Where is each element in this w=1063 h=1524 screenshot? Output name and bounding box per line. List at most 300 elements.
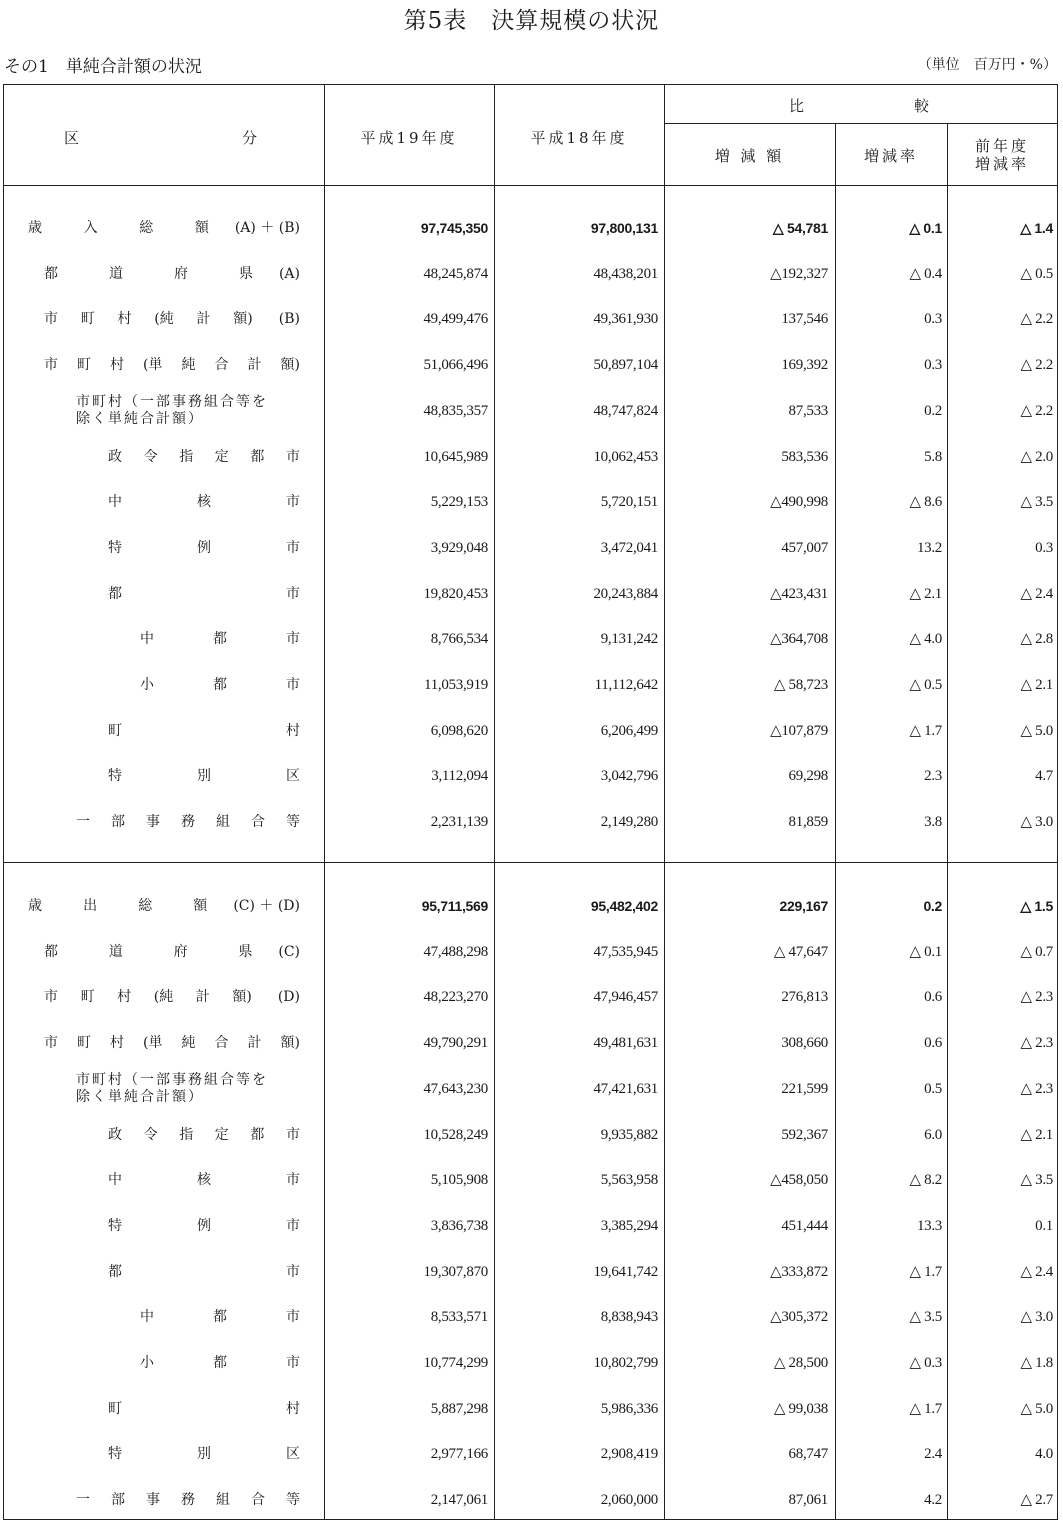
cell-fy19: 10,774,299 xyxy=(423,1355,488,1371)
row-label-char: (単 xyxy=(143,1035,163,1052)
row-label-char: 計 xyxy=(247,357,262,374)
row-label-char: 区 xyxy=(286,768,300,785)
header-prev-rate xyxy=(947,137,1057,173)
row-label-char: 合 xyxy=(214,1035,229,1052)
header-category-ku: 区 xyxy=(64,129,83,147)
row-label xyxy=(44,985,300,1009)
cell-prev-rate: △ 2.1 xyxy=(1020,677,1053,693)
cell-fy18: 3,042,796 xyxy=(600,768,658,785)
cell-fy19: 6,098,620 xyxy=(430,722,488,739)
cell-fy18: 3,472,041 xyxy=(600,539,658,556)
row-label-char: 指 xyxy=(179,1126,194,1143)
cell-change-amount: 229,167 xyxy=(779,898,828,914)
cell-prev-rate: △ 2.3 xyxy=(1020,989,1053,1006)
cell-change-rate: 5.8 xyxy=(924,448,942,465)
cell-change-amount: 457,007 xyxy=(781,539,828,556)
revenue-row xyxy=(4,445,1059,469)
cell-change-amount: 221,599 xyxy=(781,1080,828,1097)
row-label-char: (純 xyxy=(153,989,174,1006)
cell-change-amount: 583,536 xyxy=(781,448,828,465)
row-label-char: 歳 xyxy=(28,898,42,914)
cell-change-rate: 0.6 xyxy=(924,989,942,1006)
cell-fy18: 49,361,930 xyxy=(593,311,658,328)
row-label-char: 村 xyxy=(286,1400,300,1417)
cell-change-amount: 169,392 xyxy=(781,357,828,374)
cell-fy18: 5,563,958 xyxy=(600,1172,658,1189)
header-bottom-rule xyxy=(4,185,1057,186)
cell-change-amount: △458,050 xyxy=(770,1172,828,1189)
row-label-char: 務 xyxy=(181,1492,195,1509)
row-label-char: 村 xyxy=(286,722,300,739)
row-label-suffix: (D) xyxy=(277,989,300,1006)
cell-prev-rate: 4.0 xyxy=(1035,1446,1053,1463)
row-label-char: 市 xyxy=(286,1355,300,1371)
cell-fy19: 10,528,249 xyxy=(423,1126,488,1143)
revenue-row xyxy=(4,536,1059,560)
cell-prev-rate: △ 2.3 xyxy=(1020,1035,1053,1052)
row-label-suffix: (B) xyxy=(278,311,300,328)
cell-fy19: 95,711,569 xyxy=(421,898,488,914)
cell-fy18: 9,131,242 xyxy=(600,631,658,648)
cell-fy19: 11,053,919 xyxy=(424,677,488,693)
row-label-char: 町 xyxy=(77,357,91,374)
row-label-char: 入 xyxy=(83,220,98,236)
cell-fy19: 3,836,738 xyxy=(430,1217,488,1234)
row-label-char: 額 xyxy=(193,898,208,914)
row-label-char: 市 xyxy=(286,631,300,648)
row-label xyxy=(108,582,300,606)
row-label-char: 総 xyxy=(138,898,153,914)
row-label-char: 道 xyxy=(108,265,123,282)
cell-change-amount: △ 99,038 xyxy=(773,1400,828,1417)
cell-prev-rate: △ 2.2 xyxy=(1020,311,1053,328)
row-label xyxy=(108,445,300,469)
row-label-char: 町 xyxy=(80,989,95,1006)
row-label xyxy=(44,1031,300,1055)
cell-change-rate: 3.8 xyxy=(924,814,942,831)
cell-prev-rate: △ 2.4 xyxy=(1020,585,1053,602)
row-label-line: 除く単純合計額） xyxy=(76,1088,204,1105)
cell-fy19: 2,147,061 xyxy=(430,1492,488,1509)
row-label-char: 定 xyxy=(214,448,229,465)
cell-prev-rate: 4.7 xyxy=(1035,768,1053,785)
cell-fy19: 3,112,094 xyxy=(431,768,488,785)
row-label-char: 令 xyxy=(143,1126,158,1143)
cell-change-amount: 137,546 xyxy=(781,311,828,328)
row-label xyxy=(140,673,300,697)
revenue-row xyxy=(4,719,1059,743)
cell-prev-rate: △ 2.0 xyxy=(1020,448,1053,465)
cell-fy18: 2,149,280 xyxy=(600,814,658,831)
cell-fy18: 47,946,457 xyxy=(593,989,658,1006)
row-label xyxy=(44,353,300,377)
cell-fy19: 19,820,453 xyxy=(423,585,488,602)
row-label-char: 組 xyxy=(216,814,230,831)
row-label-char: 額) xyxy=(233,311,253,328)
cell-fy19: 3,929,048 xyxy=(430,539,488,556)
revenue-row xyxy=(4,490,1059,514)
row-label xyxy=(76,810,300,834)
cell-prev-rate: △ 0.7 xyxy=(1020,943,1053,960)
column-divider xyxy=(324,85,325,1519)
cell-fy18: 2,908,419 xyxy=(600,1446,658,1463)
cell-prev-rate: 0.3 xyxy=(1035,539,1053,556)
cell-change-amount: 87,061 xyxy=(788,1492,828,1509)
row-label xyxy=(140,627,300,651)
row-label xyxy=(44,307,300,331)
row-label-char: 市 xyxy=(286,1263,300,1280)
cell-change-rate: 0.5 xyxy=(924,1080,942,1097)
expenditure-row xyxy=(4,940,1059,964)
cell-fy18: 49,481,631 xyxy=(593,1035,658,1052)
cell-change-rate: △ 0.4 xyxy=(909,265,942,282)
cell-fy18: 97,800,131 xyxy=(590,220,658,236)
row-label-char: 市 xyxy=(286,539,300,556)
cell-fy19: 2,977,166 xyxy=(430,1446,488,1463)
row-label-char: 市 xyxy=(286,494,300,511)
row-label-char: 市 xyxy=(286,1309,300,1326)
cell-fy18: 47,421,631 xyxy=(593,1080,658,1097)
cell-fy19: 8,766,534 xyxy=(430,631,488,648)
cell-change-rate: △ 0.5 xyxy=(909,677,942,693)
cell-change-rate: △ 0.3 xyxy=(909,1355,942,1371)
header-category-bun: 分 xyxy=(242,129,261,147)
row-label-char: 出 xyxy=(83,898,98,914)
row-label-char: 部 xyxy=(111,814,125,831)
cell-change-rate: 0.3 xyxy=(924,357,942,374)
cell-prev-rate: △ 2.2 xyxy=(1020,357,1053,374)
row-label xyxy=(108,1123,300,1147)
expenditure-row xyxy=(4,1397,1059,1421)
row-label-char: 村 xyxy=(117,989,132,1006)
row-label xyxy=(108,1168,300,1192)
settlement-table xyxy=(3,84,1058,1520)
cell-fy19: 47,643,230 xyxy=(423,1080,488,1097)
table-subtitle: その1 単純合計額の状況 xyxy=(4,57,202,77)
row-label xyxy=(140,1351,300,1375)
row-label-char: 計 xyxy=(247,1035,262,1052)
cell-prev-rate: △ 5.0 xyxy=(1020,722,1053,739)
row-label-suffix: (A) xyxy=(278,265,300,282)
expenditure-row xyxy=(4,1214,1059,1238)
row-label xyxy=(44,262,300,286)
row-label-char: 事 xyxy=(146,814,160,831)
row-label-line: 市町村（一部事務組合等を xyxy=(76,1071,268,1088)
cell-prev-rate: △ 2.2 xyxy=(1020,402,1053,419)
header-change-amount: 増 減 額 xyxy=(714,147,785,165)
cell-prev-rate: △ 2.1 xyxy=(1020,1126,1053,1143)
cell-fy18: 2,060,000 xyxy=(600,1492,658,1509)
row-label xyxy=(108,1260,300,1284)
cell-fy18: 20,243,884 xyxy=(593,585,658,602)
cell-fy19: 8,533,571 xyxy=(430,1309,488,1326)
cell-prev-rate: △ 3.5 xyxy=(1020,494,1053,511)
header-change-rate: 増減率 xyxy=(863,147,918,165)
cell-fy19: 49,790,291 xyxy=(423,1035,488,1052)
column-divider xyxy=(664,85,665,1519)
cell-prev-rate: △ 2.8 xyxy=(1020,631,1053,648)
row-label-char: 特 xyxy=(108,539,122,556)
cell-prev-rate: △ 3.0 xyxy=(1020,814,1053,831)
cell-change-rate: 0.2 xyxy=(924,402,942,419)
row-label xyxy=(76,1072,268,1106)
row-label-char: 部 xyxy=(111,1492,125,1509)
row-label-char: (単 xyxy=(143,357,163,374)
cell-change-amount: △ 28,500 xyxy=(773,1355,828,1371)
row-label-char: 政 xyxy=(108,448,122,465)
expenditure-row xyxy=(4,1031,1059,1055)
cell-change-rate: △ 2.1 xyxy=(909,585,942,602)
revenue-row xyxy=(4,262,1059,286)
row-label-char: 町 xyxy=(77,1035,91,1052)
row-label-char: 都 xyxy=(213,1355,227,1371)
row-label-char: 等 xyxy=(286,814,300,831)
row-label-char: 市 xyxy=(286,585,300,602)
row-label-char: (純 xyxy=(154,311,174,328)
row-label-char: 指 xyxy=(179,448,194,465)
row-label-char: 別 xyxy=(197,1446,211,1463)
cell-fy19: 5,887,298 xyxy=(430,1400,488,1417)
cell-change-rate: △ 1.7 xyxy=(909,1263,942,1280)
row-label-char: 組 xyxy=(216,1492,230,1509)
cell-change-amount: 308,660 xyxy=(781,1035,828,1052)
cell-fy18: 48,747,824 xyxy=(593,402,658,419)
page-title: 第5表 決算規模の状況 xyxy=(403,8,660,34)
row-label-char: 町 xyxy=(80,311,95,328)
row-label xyxy=(76,394,268,428)
revenue-row xyxy=(4,353,1059,377)
row-label-char: 市 xyxy=(286,1217,300,1234)
section-divider xyxy=(4,862,1057,863)
row-label-char: 市 xyxy=(44,989,58,1006)
revenue-row xyxy=(4,393,1059,427)
cell-change-amount: △364,708 xyxy=(770,631,828,648)
cell-change-rate: △ 4.0 xyxy=(909,631,942,648)
row-label-char: 市 xyxy=(286,1172,300,1189)
cell-change-amount: △ 47,647 xyxy=(773,943,828,960)
row-label-char: 道 xyxy=(108,943,123,960)
header-comparison-kaku: 較 xyxy=(914,97,933,115)
row-label xyxy=(108,490,300,514)
cell-prev-rate: △ 2.7 xyxy=(1020,1492,1053,1509)
cell-change-rate: 2.3 xyxy=(924,768,942,785)
expenditure-row xyxy=(4,985,1059,1009)
row-label-char: 都 xyxy=(108,1263,122,1280)
cell-prev-rate: △ 1.4 xyxy=(1020,220,1053,236)
revenue-row xyxy=(4,216,1059,240)
expenditure-row xyxy=(4,1351,1059,1375)
row-label xyxy=(76,1488,300,1512)
cell-fy19: 49,499,476 xyxy=(423,311,488,328)
row-label-char: 純 xyxy=(181,1035,196,1052)
row-label-char: 別 xyxy=(197,768,211,785)
cell-change-rate: 6.0 xyxy=(924,1126,942,1143)
cell-change-amount: 87,533 xyxy=(788,402,828,419)
row-label xyxy=(108,1214,300,1238)
cell-change-amount: 276,813 xyxy=(781,989,828,1006)
cell-fy19: 19,307,870 xyxy=(423,1263,488,1280)
revenue-row xyxy=(4,582,1059,606)
row-label-char: 核 xyxy=(197,494,211,511)
row-label-char: 町 xyxy=(108,1400,122,1417)
row-label-char: 合 xyxy=(214,357,229,374)
row-label-char: 額) xyxy=(280,357,300,374)
expenditure-row xyxy=(4,1168,1059,1192)
cell-prev-rate: △ 2.3 xyxy=(1020,1080,1053,1097)
revenue-row xyxy=(4,673,1059,697)
cell-prev-rate: △ 1.5 xyxy=(1020,898,1053,914)
row-label-char: 合 xyxy=(251,814,265,831)
revenue-row xyxy=(4,764,1059,788)
row-label-char: 計 xyxy=(196,311,211,328)
cell-change-amount: △ 54,781 xyxy=(772,220,828,236)
row-label-char: 歳 xyxy=(28,220,42,236)
cell-fy18: 10,802,799 xyxy=(593,1355,658,1371)
row-label xyxy=(108,719,300,743)
row-label xyxy=(108,1397,300,1421)
cell-fy19: 48,223,270 xyxy=(423,989,488,1006)
row-label xyxy=(108,1442,300,1466)
row-label-char: 県 xyxy=(238,265,253,282)
cell-change-rate: 13.3 xyxy=(916,1217,942,1234)
row-label xyxy=(44,940,300,964)
header-comparison-hi: 比 xyxy=(789,97,808,115)
revenue-row xyxy=(4,810,1059,834)
cell-fy18: 47,535,945 xyxy=(593,943,658,960)
cell-fy18: 50,897,104 xyxy=(593,357,658,374)
row-label-char: 例 xyxy=(197,539,211,556)
header-subdivider xyxy=(664,123,1057,124)
row-label-char: 純 xyxy=(181,357,196,374)
row-label-char: 府 xyxy=(173,265,188,282)
row-label-char: 都 xyxy=(213,677,227,693)
cell-fy18: 10,062,453 xyxy=(593,448,658,465)
row-label-char: 都 xyxy=(213,1309,227,1326)
cell-prev-rate: △ 0.5 xyxy=(1020,265,1053,282)
cell-fy19: 48,835,357 xyxy=(423,402,488,419)
row-label-char: 都 xyxy=(44,943,58,960)
row-label-char: 都 xyxy=(250,1126,265,1143)
row-label-char: 区 xyxy=(286,1446,300,1463)
row-label-char: 村 xyxy=(110,357,124,374)
cell-change-rate: 0.3 xyxy=(924,311,942,328)
cell-prev-rate: △ 3.5 xyxy=(1020,1172,1053,1189)
cell-change-amount: △192,327 xyxy=(770,265,828,282)
header-prev-rate-line1: 前年度 xyxy=(974,137,1029,155)
row-label-char: 府 xyxy=(173,943,188,960)
header-prev-rate-line2: 増減率 xyxy=(974,155,1029,173)
expenditure-row xyxy=(4,1071,1059,1105)
cell-fy19: 10,645,989 xyxy=(423,448,488,465)
cell-fy18: 6,206,499 xyxy=(600,722,658,739)
cell-prev-rate: △ 3.0 xyxy=(1020,1309,1053,1326)
cell-fy18: 48,438,201 xyxy=(593,265,658,282)
expenditure-row xyxy=(4,1488,1059,1512)
cell-change-rate: △ 8.2 xyxy=(909,1172,942,1189)
cell-prev-rate: △ 1.8 xyxy=(1020,1355,1053,1371)
row-label-char: 一 xyxy=(76,814,90,831)
cell-change-amount: 451,444 xyxy=(781,1217,828,1234)
cell-change-amount: 68,747 xyxy=(788,1446,828,1463)
cell-fy19: 48,245,874 xyxy=(423,265,488,282)
row-label xyxy=(108,764,300,788)
expenditure-row xyxy=(4,894,1059,918)
row-label-char: 政 xyxy=(108,1126,122,1143)
cell-change-rate: △ 1.7 xyxy=(909,722,942,739)
cell-fy18: 5,986,336 xyxy=(600,1400,658,1417)
row-label-char: 総 xyxy=(139,220,154,236)
row-label-char: 合 xyxy=(251,1492,265,1509)
row-label xyxy=(140,1305,300,1329)
row-label-char: 計 xyxy=(195,989,210,1006)
row-label-line: 除く単純合計額） xyxy=(76,410,204,427)
cell-change-rate: 4.2 xyxy=(924,1492,942,1509)
cell-change-amount: 69,298 xyxy=(788,768,828,785)
cell-fy18: 11,112,642 xyxy=(594,677,658,693)
row-label-char: 小 xyxy=(140,677,154,693)
row-label-suffix: (C) ＋ (D) xyxy=(233,898,300,914)
cell-change-rate: 2.4 xyxy=(924,1446,942,1463)
cell-change-amount: △ 58,723 xyxy=(773,677,828,693)
cell-fy19: 47,488,298 xyxy=(423,943,488,960)
cell-fy18: 95,482,402 xyxy=(590,898,658,914)
row-label-char: 都 xyxy=(44,265,58,282)
row-label-char: 務 xyxy=(181,814,195,831)
row-label-char: 一 xyxy=(76,1492,90,1509)
row-label-char: 等 xyxy=(286,1492,300,1509)
cell-fy18: 3,385,294 xyxy=(600,1217,658,1234)
row-label-char: 特 xyxy=(108,768,122,785)
expenditure-row xyxy=(4,1260,1059,1284)
cell-change-rate: △ 8.6 xyxy=(909,494,942,511)
expenditure-row xyxy=(4,1305,1059,1329)
row-label-char: 特 xyxy=(108,1217,122,1234)
cell-change-amount: △333,872 xyxy=(770,1263,828,1280)
cell-change-rate: △ 0.1 xyxy=(909,220,942,236)
row-label-char: 市 xyxy=(286,677,300,693)
row-label-char: 例 xyxy=(197,1217,211,1234)
row-label xyxy=(28,216,300,240)
cell-prev-rate: △ 2.4 xyxy=(1020,1263,1053,1280)
cell-prev-rate: △ 5.0 xyxy=(1020,1400,1053,1417)
cell-fy18: 9,935,882 xyxy=(600,1126,658,1143)
cell-fy19: 97,745,350 xyxy=(420,220,488,236)
cell-fy19: 5,105,908 xyxy=(430,1172,488,1189)
row-label-char: 村 xyxy=(117,311,132,328)
cell-change-rate: 0.6 xyxy=(924,1035,942,1052)
unit-note: （単位 百万円・%） xyxy=(917,57,1057,73)
row-label-char: 都 xyxy=(250,448,265,465)
row-label-char: 市 xyxy=(285,1126,300,1143)
cell-change-rate: 13.2 xyxy=(916,539,942,556)
cell-change-amount: △305,372 xyxy=(770,1309,828,1326)
revenue-row xyxy=(4,627,1059,651)
row-label-char: 令 xyxy=(143,448,158,465)
row-label-char: 小 xyxy=(140,1355,154,1371)
row-label xyxy=(28,894,300,918)
row-label-char: 県 xyxy=(238,943,253,960)
cell-fy19: 51,066,496 xyxy=(423,357,488,374)
row-label-suffix: (A) ＋ (B) xyxy=(234,220,300,236)
row-label-line: 市町村（一部事務組合等を xyxy=(76,393,268,410)
cell-fy19: 5,229,153 xyxy=(430,494,488,511)
row-label-char: 中 xyxy=(108,494,122,511)
row-label-char: 額) xyxy=(232,989,252,1006)
cell-change-amount: △490,998 xyxy=(770,494,828,511)
row-label-char: 中 xyxy=(108,1172,122,1189)
cell-change-rate: △ 0.1 xyxy=(909,943,942,960)
cell-change-amount: △423,431 xyxy=(770,585,828,602)
